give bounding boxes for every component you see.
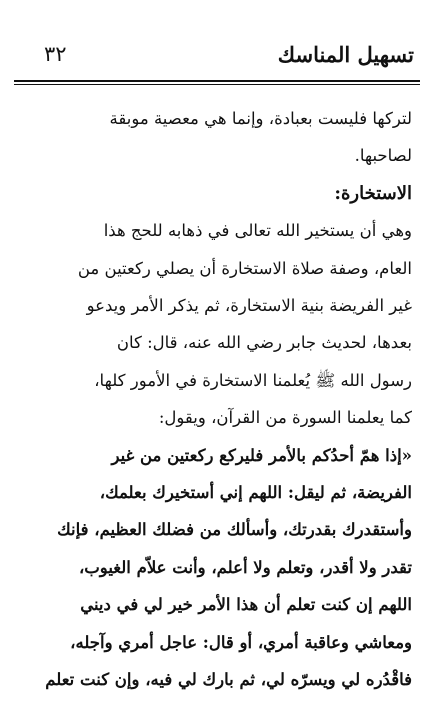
text-line: لتركها فليست بعبادة، وإنما هي معصية موبقة	[109, 109, 412, 128]
text-line: كما يعلمنا السورة من القرآن، ويقول:	[158, 408, 412, 428]
text-line: غير الفريضة بنية الاستخارة، ثم يذكر الأمر ويدعو	[86, 296, 412, 316]
header-rule-thin	[14, 84, 420, 85]
section-heading: الاستخارة:	[334, 182, 412, 204]
hadith-line: تقدر ولا أقدر، وتعلم ولا أعلم، وأنت علاّم الغيوب،	[78, 557, 412, 577]
body-text	[22, 100, 412, 699]
hadith-line: فاقْدُره لي ويسرّه لي، ثم بارك لي فيه، وإن كنت تعلم	[45, 670, 412, 690]
hadith-line: اللهم إن كنت تعلم أن هذا الأمر خير لي في ديني	[80, 595, 412, 615]
running-title: تسهيل المناسك	[277, 42, 414, 67]
page-header	[14, 38, 420, 72]
header-rule	[14, 80, 420, 82]
text-line: العام، وصفة صلاة الاستخارة أن يصلي ركعتين من	[77, 258, 412, 278]
hadith-line: ومعاشي وعاقبة أمري، أو قال: عاجل أمري وآجله،	[70, 632, 412, 652]
hadith-line: وأستقدرك بقدرتك، وأسألك من فضلك العظيم، فإنك	[57, 520, 412, 540]
text-line: بعدها، لحديث جابر رضي الله عنه، قال: كان	[116, 333, 412, 353]
hadith-line: «إذا همّ أحدُكم بالأمر فليركع ركعتين من غير	[111, 445, 412, 465]
hadith-line: الفريضة، ثم ليقل: اللهم إني أستخيرك بعلمك،	[99, 483, 412, 503]
text-line: لصاحبها.	[354, 146, 412, 166]
page-number: ٣٢	[44, 42, 67, 66]
text-line: وهي أن يستخير الله تعالى في ذهابه للحج هذا	[103, 221, 412, 241]
text-line: رسول الله ﷺ يُعلمنا الاستخارة في الأمور كلها،	[94, 370, 412, 390]
